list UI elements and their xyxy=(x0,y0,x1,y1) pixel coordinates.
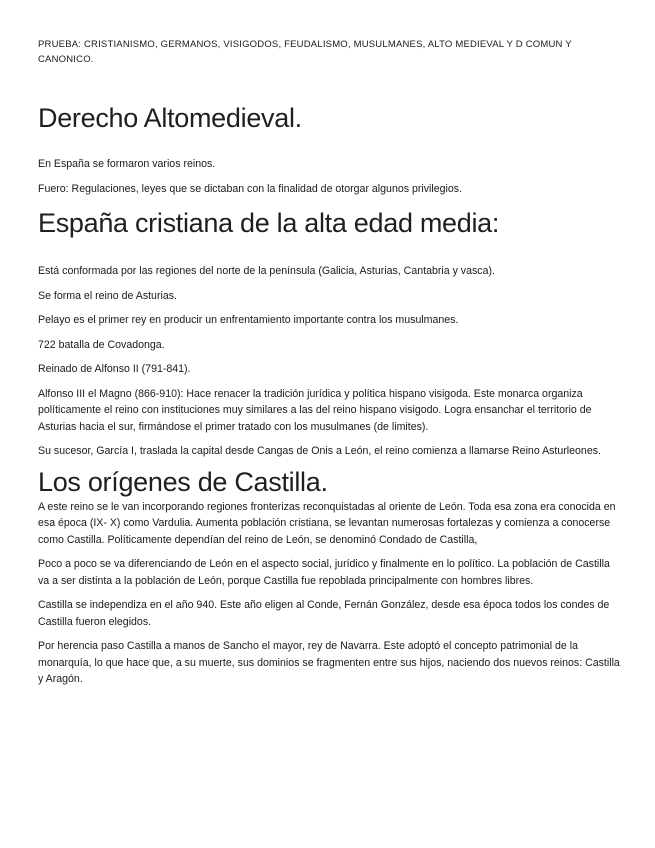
espana-paragraph: 722 batalla de Covadonga. xyxy=(38,338,165,351)
espana-paragraph: Se forma el reino de Asturias. xyxy=(38,289,177,302)
document-page xyxy=(38,38,620,688)
espana-paragraph: Su sucesor, García I, traslada la capital desde Cangas de Onis a León, el reino comienza a llamarse Reino Asturleones. xyxy=(38,445,601,457)
castilla-paragraph: Castilla se independiza en el año 940. Este año eligen al Conde, Fernán González, desde esa época todos los condes de Castilla fueron elegidos. xyxy=(38,599,610,628)
espana-paragraph: Alfonso III el Magno (866-910): Hace renacer la tradición jurídica y política hispano visigoda. Este monarca organiza políticamente el reino con instituciones muy similares a las del reino hispano visigodo. Logra ensanchar el territorio de Asturias hacia el sur, firmándose el primer tratado con los musulmanes (de limites). xyxy=(38,387,592,433)
castilla-paragraph: Poco a poco se va diferenciando de León en el aspecto social, jurídico y finalmente en lo político. La población de Castilla va a ser distinta a la población de León, porque Castilla fue repoblada principalmente con hombres libres. xyxy=(38,558,610,587)
intro-paragraph: En España se formaron varios reinos. xyxy=(38,158,216,170)
section-heading-castilla: Los orígenes de Castilla. xyxy=(38,466,328,497)
test-topics-line: PRUEBA: CRISTIANISMO, GERMANOS, VISIGODOS, FEUDALISMO, MUSULMANES, ALTO MEDIEVAL Y D COMUN Y CANONICO. xyxy=(38,39,572,65)
castilla-paragraph: A este reino se le van incorporando regiones fronterizas reconquistadas al oriente de León. Toda esa zona era conocida en esa época (IX- X) como Vardulia. Aumenta población cristiana, se levantan numerosas fortalezas y comienza a conocerse como Castilla. Políticamente dependían del reino de León, se denominó Condado de Castilla, xyxy=(38,500,616,546)
espana-paragraph: Está conformada por las regiones del norte de la península (Galicia, Asturias, Cantabria y vasca). xyxy=(38,265,495,277)
espana-paragraph: Pelayo es el primer rey en producir un enfrentamiento importante contra los musulmanes. xyxy=(38,314,459,326)
castilla-paragraph: Por herencia paso Castilla a manos de Sancho el mayor, rey de Navarra. Este adoptó el concepto patrimonial de la monarquía, lo que hace que, a su muerte, sus dominios se fragmenten entre sus hijos, naciendo dos nuevos reinos: Castilla y Aragón. xyxy=(38,640,620,685)
document-title: Derecho Altomedieval. xyxy=(38,103,302,133)
section-heading-espana: España cristiana de la alta edad media: xyxy=(38,208,500,238)
intro-paragraph: Fuero: Regulaciones, leyes que se dictaban con la finalidad de otorgar algunos privilegios. xyxy=(38,182,463,195)
espana-paragraph: Reinado de Alfonso II (791-841). xyxy=(38,363,191,375)
